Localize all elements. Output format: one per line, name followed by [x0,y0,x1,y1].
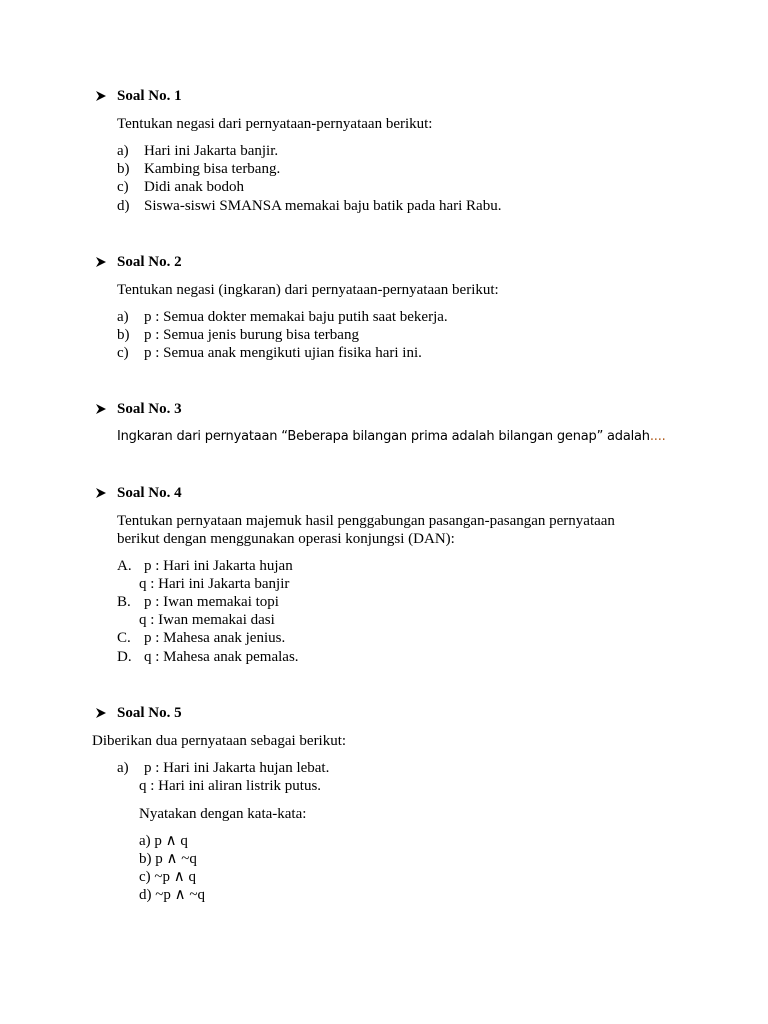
soal-4-heading: Soal No. 4 [117,485,182,501]
item-q: q : Iwan memakai dasi [139,612,275,628]
soal-4-instruction-line-1: Tentukan pernyataan majemuk hasil penggabungan pasangan-pasangan pernyataan [117,513,615,529]
item-text: Siswa-siswi SMANSA memakai baju batik pada hari Rabu. [144,198,502,214]
sub-item: b) p ∧ ~q [139,851,197,867]
item-text: p : Semua jenis burung bisa terbang [144,327,359,343]
arrow-bullet-icon [95,90,107,102]
item-label: a) [117,760,129,776]
item-label: C. [117,630,131,646]
soal-2-instruction: Tentukan negasi (ingkaran) dari pernyataan-pernyataan berikut: [117,282,499,298]
item-label: a) [117,309,129,325]
item-text: Kambing bisa terbang. [144,161,281,177]
list-item [117,142,278,160]
item-label: a) [117,143,129,159]
soal-5-intro: Diberikan dua pernyataan sebagai berikut: [92,733,347,749]
list-item [117,326,359,344]
item-label: B. [117,594,131,610]
list-item [117,178,244,196]
arrow-bullet-icon [95,403,107,415]
list-item [117,344,422,362]
soal-5-prompt: Nyatakan dengan kata-kata: [139,806,307,822]
list-item [117,197,501,215]
arrow-bullet-icon [95,707,107,719]
item-p: p : Hari ini Jakarta hujan [144,558,293,574]
item-label: b) [117,327,130,343]
sub-item: a) p ∧ q [139,833,188,849]
item-q: q : Hari ini Jakarta banjir [139,576,290,592]
soal-1-instruction: Tentukan negasi dari pernyataan-pernyataan berikut: [117,116,433,132]
list-item [117,629,285,647]
item-p: q : Mahesa anak pemalas. [144,649,299,665]
item-p: p : Hari ini Jakarta hujan lebat. [144,760,330,776]
soal-1-heading: Soal No. 1 [117,88,182,104]
item-text: Hari ini Jakarta banjir. [144,143,279,159]
arrow-bullet-icon [95,256,107,268]
soal-3-question [117,428,666,446]
item-p: p : Iwan memakai topi [144,594,279,610]
soal-2-heading: Soal No. 2 [117,254,182,270]
item-label: A. [117,558,132,574]
sub-item: d) ~p ∧ ~q [139,887,205,903]
soal-5-heading: Soal No. 5 [117,705,182,721]
item-label: c) [117,179,129,195]
item-text: Didi anak bodoh [144,179,244,195]
item-label: c) [117,345,129,361]
list-item [117,557,293,575]
item-label: d) [117,198,130,214]
item-label: b) [117,161,130,177]
list-item [117,648,299,666]
list-item [117,593,279,611]
list-item [117,308,448,326]
list-item [117,160,280,178]
item-text: p : Semua dokter memakai baju putih saat bekerja. [144,309,448,325]
question-text: Ingkaran dari pernyataan “Beberapa bilangan prima adalah bilangan genap” adalah [117,429,650,444]
soal-4-instruction-line-2: berikut dengan menggunakan operasi konjungsi (DAN): [117,531,455,547]
item-q: q : Hari ini aliran listrik putus. [139,778,322,794]
sub-item: c) ~p ∧ q [139,869,196,885]
item-label: D. [117,649,132,665]
arrow-bullet-icon [95,487,107,499]
question-dots: .... [649,429,666,444]
item-text: p : Semua anak mengikuti ujian fisika hari ini. [144,345,422,361]
soal-3-heading: Soal No. 3 [117,401,182,417]
item-p: p : Mahesa anak jenius. [144,630,286,646]
list-item [117,759,329,777]
